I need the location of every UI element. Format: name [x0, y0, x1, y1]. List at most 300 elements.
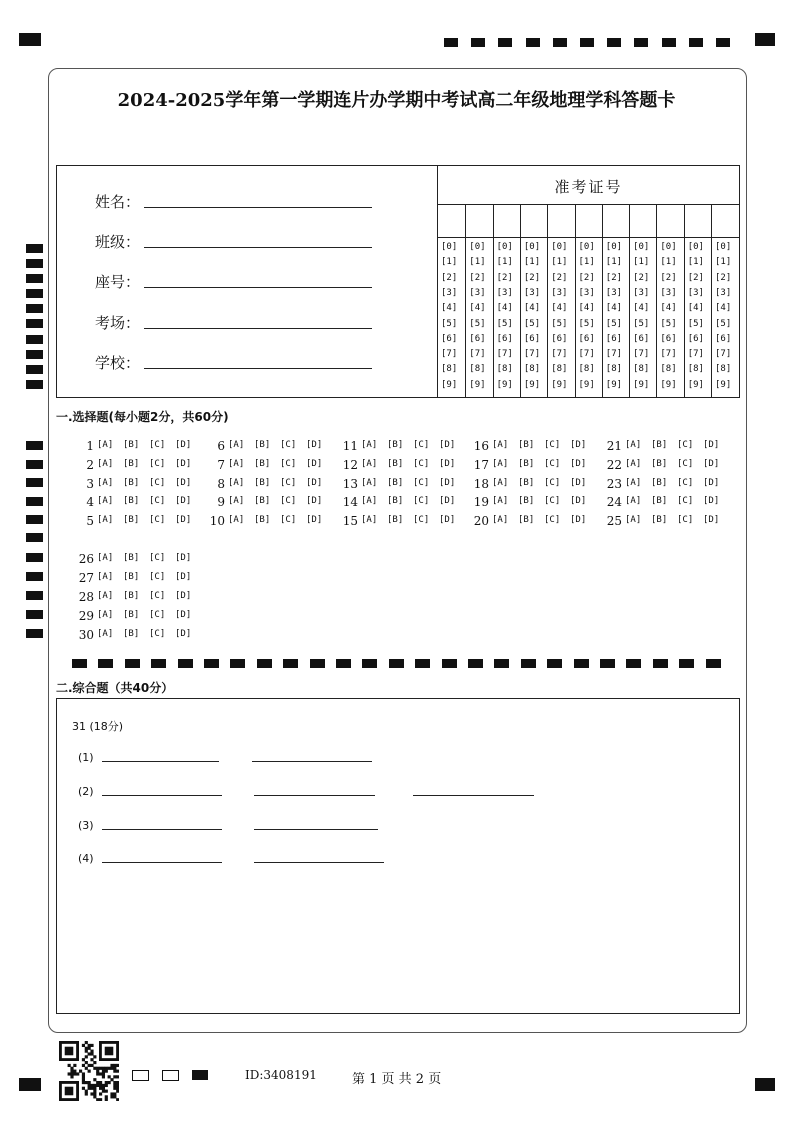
answer-bubble[interactable]: [D] [306, 478, 323, 488]
answer-bubble[interactable]: [C] [413, 515, 430, 525]
question-row[interactable] [209, 514, 338, 530]
answer-bubble[interactable]: [A] [625, 459, 642, 469]
answer-bubble[interactable]: [A] [228, 459, 245, 469]
exam-id-bubble[interactable]: [8] [551, 364, 568, 375]
answer-line-2c[interactable] [413, 795, 534, 796]
exam-id-bubble[interactable]: [0] [605, 242, 623, 252]
answer-line-2b[interactable] [254, 795, 375, 796]
exam-id-bubble[interactable]: [2] [578, 272, 595, 283]
answer-bubble[interactable]: [C] [149, 515, 166, 525]
answer-bubble[interactable]: [B] [387, 459, 404, 469]
exam-id-bubble[interactable]: [7] [469, 349, 486, 360]
exam-id-bubble[interactable]: [1] [660, 257, 677, 268]
answer-bubble[interactable]: [D] [703, 478, 720, 488]
question-row[interactable] [217, 439, 338, 455]
answer-bubble[interactable]: [B] [518, 496, 535, 506]
question-row[interactable] [342, 458, 471, 474]
question-row[interactable] [78, 609, 207, 625]
exam-id-bubble[interactable]: [6] [633, 333, 650, 344]
exam-id-bubble[interactable]: [9] [523, 379, 541, 390]
answer-bubble[interactable]: [D] [570, 496, 587, 506]
class-field[interactable] [95, 231, 140, 255]
exam-id-bubble[interactable]: [9] [469, 379, 486, 390]
exam-id-bubble[interactable]: [2] [605, 272, 623, 283]
exam-id-write-box[interactable] [438, 204, 465, 238]
question-row[interactable] [78, 571, 207, 587]
exam-id-bubble[interactable]: [0] [469, 242, 486, 252]
exam-id-column[interactable] [547, 204, 575, 397]
exam-id-bubble[interactable]: [9] [578, 379, 595, 390]
answer-bubble[interactable]: [A] [97, 610, 114, 620]
answer-bubble[interactable]: [A] [361, 496, 378, 506]
exam-id-bubble[interactable]: [1] [496, 257, 513, 268]
answer-bubble[interactable]: [C] [544, 515, 561, 525]
exam-id-write-box[interactable] [712, 204, 739, 238]
exam-id-bubble[interactable]: [1] [605, 257, 623, 268]
exam-id-bubble[interactable]: [8] [605, 364, 623, 375]
answer-bubble[interactable]: [A] [97, 478, 114, 488]
answer-bubble[interactable]: [C] [677, 459, 694, 469]
exam-room-input-line[interactable] [144, 328, 372, 329]
answer-bubble[interactable]: [B] [123, 459, 140, 469]
exam-id-bubble[interactable]: [5] [660, 318, 677, 329]
answer-bubble[interactable]: [B] [254, 440, 271, 450]
exam-id-bubble[interactable]: [1] [551, 257, 568, 268]
exam-id-bubble[interactable]: [0] [633, 242, 650, 252]
exam-id-bubble[interactable]: [1] [687, 257, 704, 268]
exam-id-bubble[interactable]: [4] [441, 303, 458, 314]
answer-bubble[interactable]: [C] [544, 478, 561, 488]
answer-bubble[interactable]: [A] [492, 440, 509, 450]
answer-bubble[interactable]: [B] [387, 440, 404, 450]
exam-id-bubble[interactable]: [4] [633, 303, 650, 314]
exam-id-bubble[interactable]: [7] [605, 349, 623, 360]
exam-id-bubble[interactable]: [4] [660, 303, 677, 314]
question-row[interactable] [606, 458, 735, 474]
exam-id-bubble[interactable]: [4] [687, 303, 704, 314]
name-field[interactable] [95, 191, 140, 215]
answer-bubble[interactable]: [A] [97, 572, 114, 582]
exam-id-bubble[interactable]: [4] [715, 303, 732, 314]
question-row[interactable] [473, 495, 602, 511]
question-row[interactable] [606, 514, 735, 530]
answer-bubble[interactable]: [D] [439, 478, 456, 488]
answer-bubble[interactable]: [B] [123, 553, 140, 563]
answer-bubble[interactable]: [B] [254, 478, 271, 488]
question-row[interactable] [606, 495, 735, 511]
exam-id-bubble[interactable]: [3] [441, 287, 458, 298]
answer-bubble[interactable]: [C] [149, 496, 166, 506]
exam-id-bubble[interactable]: [8] [441, 364, 458, 375]
answer-bubble[interactable]: [D] [175, 515, 192, 525]
answer-bubble[interactable]: [D] [306, 459, 323, 469]
exam-id-bubble[interactable]: [3] [578, 287, 595, 298]
exam-id-bubble[interactable]: [5] [441, 318, 458, 329]
answer-bubble[interactable]: [D] [439, 459, 456, 469]
answer-bubble[interactable]: [C] [149, 478, 166, 488]
exam-id-bubble[interactable]: [6] [523, 333, 541, 344]
exam-id-bubble[interactable]: [3] [605, 287, 623, 298]
answer-line-4a[interactable] [102, 862, 222, 863]
exam-id-bubble[interactable]: [5] [633, 318, 650, 329]
answer-bubble[interactable]: [D] [570, 459, 587, 469]
exam-id-bubble[interactable]: [8] [687, 364, 704, 375]
exam-id-bubble[interactable]: [8] [523, 364, 541, 375]
exam-id-bubble[interactable]: [6] [578, 333, 595, 344]
exam-id-bubble[interactable]: [2] [687, 272, 704, 283]
question-row[interactable] [86, 514, 207, 530]
question-row[interactable] [217, 495, 338, 511]
exam-room-field[interactable] [95, 312, 140, 336]
exam-id-bubble[interactable]: [1] [633, 257, 650, 268]
answer-bubble[interactable]: [D] [439, 440, 456, 450]
school-field[interactable] [95, 352, 140, 376]
school-input-line[interactable] [144, 368, 372, 369]
exam-id-bubble[interactable]: [6] [496, 333, 513, 344]
question-row[interactable] [342, 514, 471, 530]
answer-line-3a[interactable] [102, 829, 222, 830]
question-row[interactable] [78, 552, 207, 568]
exam-id-bubble[interactable]: [9] [441, 379, 458, 390]
question-row[interactable] [473, 458, 602, 474]
exam-id-bubble[interactable]: [1] [441, 257, 458, 268]
exam-id-column[interactable] [465, 204, 493, 397]
answer-bubble[interactable]: [D] [306, 496, 323, 506]
exam-id-bubble[interactable]: [2] [523, 272, 541, 283]
question-row[interactable] [78, 628, 207, 644]
answer-line-3b[interactable] [254, 829, 378, 830]
question-row[interactable] [217, 458, 338, 474]
answer-bubble[interactable]: [A] [97, 553, 114, 563]
answer-bubble[interactable]: [A] [228, 496, 245, 506]
exam-id-bubble[interactable]: [3] [633, 287, 650, 298]
answer-line-1b[interactable] [252, 761, 372, 762]
exam-id-bubble[interactable]: [6] [687, 333, 704, 344]
exam-id-bubble[interactable]: [6] [441, 333, 458, 344]
answer-bubble[interactable]: [A] [361, 440, 378, 450]
answer-bubble[interactable]: [B] [518, 459, 535, 469]
class-input-line[interactable] [144, 247, 372, 248]
exam-id-bubble[interactable]: [8] [633, 364, 650, 375]
answer-bubble[interactable]: [B] [123, 629, 140, 639]
exam-id-column[interactable] [493, 204, 521, 397]
exam-id-bubble[interactable]: [3] [551, 287, 568, 298]
answer-bubble[interactable]: [B] [387, 478, 404, 488]
exam-id-bubble[interactable]: [2] [660, 272, 677, 283]
question-row[interactable] [606, 439, 735, 455]
exam-id-write-box[interactable] [657, 204, 684, 238]
exam-id-bubble[interactable]: [5] [469, 318, 486, 329]
answer-bubble[interactable]: [B] [123, 610, 140, 620]
exam-id-bubble[interactable]: [0] [578, 242, 595, 252]
answer-bubble[interactable]: [C] [280, 459, 297, 469]
exam-id-bubble[interactable]: [3] [660, 287, 677, 298]
exam-id-write-box[interactable] [466, 204, 493, 238]
exam-id-column[interactable] [629, 204, 657, 397]
answer-bubble[interactable]: [C] [413, 478, 430, 488]
exam-id-bubble[interactable]: [8] [715, 364, 732, 375]
exam-id-bubble[interactable]: [9] [605, 379, 623, 390]
answer-bubble[interactable]: [A] [492, 478, 509, 488]
exam-id-write-box[interactable] [603, 204, 630, 238]
answer-bubble[interactable]: [A] [97, 459, 114, 469]
answer-bubble[interactable]: [D] [175, 553, 192, 563]
answer-line-2a[interactable] [102, 795, 222, 796]
answer-bubble[interactable]: [D] [570, 478, 587, 488]
exam-id-bubble[interactable]: [2] [551, 272, 568, 283]
answer-bubble[interactable]: [D] [175, 572, 192, 582]
answer-bubble[interactable]: [A] [625, 440, 642, 450]
exam-id-bubble[interactable]: [5] [715, 318, 732, 329]
answer-bubble[interactable]: [D] [570, 440, 587, 450]
question-row[interactable] [86, 439, 207, 455]
answer-bubble[interactable]: [B] [518, 478, 535, 488]
answer-bubble[interactable]: [A] [228, 478, 245, 488]
answer-bubble[interactable]: [D] [703, 459, 720, 469]
answer-bubble[interactable]: [D] [439, 515, 456, 525]
exam-id-column[interactable] [575, 204, 603, 397]
question-row[interactable] [606, 477, 735, 493]
exam-id-bubble[interactable]: [9] [551, 379, 568, 390]
exam-id-bubble[interactable]: [9] [687, 379, 704, 390]
answer-bubble[interactable]: [A] [97, 591, 114, 601]
answer-bubble[interactable]: [D] [306, 515, 323, 525]
answer-bubble[interactable]: [B] [254, 459, 271, 469]
question-row[interactable] [342, 495, 471, 511]
exam-id-column[interactable] [520, 204, 548, 397]
exam-id-bubble[interactable]: [4] [469, 303, 486, 314]
exam-id-bubble[interactable]: [1] [469, 257, 486, 268]
exam-id-bubble[interactable]: [0] [551, 242, 568, 252]
exam-id-bubble[interactable]: [8] [660, 364, 677, 375]
answer-bubble[interactable]: [A] [361, 459, 378, 469]
exam-id-bubble[interactable]: [6] [605, 333, 623, 344]
exam-id-bubble[interactable]: [3] [469, 287, 486, 298]
seat-input-line[interactable] [144, 287, 372, 288]
answer-bubble[interactable]: [A] [625, 478, 642, 488]
exam-id-bubble[interactable]: [7] [715, 349, 732, 360]
answer-bubble[interactable]: [B] [651, 459, 668, 469]
exam-id-bubble[interactable]: [3] [496, 287, 513, 298]
answer-bubble[interactable]: [C] [149, 459, 166, 469]
exam-id-bubble[interactable]: [0] [687, 242, 704, 252]
answer-line-4b[interactable] [254, 862, 384, 863]
exam-id-bubble[interactable]: [7] [551, 349, 568, 360]
exam-id-write-box[interactable] [548, 204, 575, 238]
answer-bubble[interactable]: [D] [175, 629, 192, 639]
exam-id-write-box[interactable] [494, 204, 521, 238]
name-input-line[interactable] [144, 207, 372, 208]
exam-id-bubble[interactable]: [8] [496, 364, 513, 375]
question-row[interactable] [473, 477, 602, 493]
exam-id-bubble[interactable]: [6] [715, 333, 732, 344]
question-row[interactable] [86, 458, 207, 474]
answer-bubble[interactable]: [A] [97, 440, 114, 450]
answer-bubble[interactable]: [C] [280, 496, 297, 506]
exam-id-bubble[interactable]: [1] [578, 257, 595, 268]
exam-id-bubble[interactable]: [7] [687, 349, 704, 360]
answer-bubble[interactable]: [D] [175, 591, 192, 601]
answer-bubble[interactable]: [B] [518, 515, 535, 525]
exam-id-bubble[interactable]: [0] [715, 242, 732, 252]
answer-bubble[interactable]: [B] [254, 515, 271, 525]
answer-bubble[interactable]: [D] [175, 440, 192, 450]
answer-bubble[interactable]: [A] [361, 478, 378, 488]
exam-id-column[interactable] [656, 204, 684, 397]
exam-id-column[interactable] [602, 204, 630, 397]
answer-bubble[interactable]: [A] [97, 496, 114, 506]
answer-bubble[interactable]: [B] [254, 496, 271, 506]
answer-bubble[interactable]: [C] [149, 591, 166, 601]
exam-id-bubble[interactable]: [2] [441, 272, 458, 283]
answer-bubble[interactable]: [B] [123, 478, 140, 488]
answer-bubble[interactable]: [C] [677, 478, 694, 488]
answer-line-1a[interactable] [102, 761, 219, 762]
exam-id-column[interactable] [711, 204, 739, 397]
answer-bubble[interactable]: [B] [651, 440, 668, 450]
exam-id-bubble[interactable]: [4] [523, 303, 541, 314]
answer-bubble[interactable]: [C] [544, 459, 561, 469]
exam-id-bubble[interactable]: [5] [605, 318, 623, 329]
answer-bubble[interactable]: [B] [123, 515, 140, 525]
exam-id-bubble[interactable]: [9] [715, 379, 732, 390]
answer-bubble[interactable]: [C] [280, 478, 297, 488]
answer-bubble[interactable]: [B] [651, 515, 668, 525]
exam-id-bubble[interactable]: [2] [715, 272, 732, 283]
answer-bubble[interactable]: [A] [492, 515, 509, 525]
exam-id-bubble[interactable]: [4] [496, 303, 513, 314]
answer-bubble[interactable]: [C] [149, 440, 166, 450]
exam-id-bubble[interactable]: [8] [469, 364, 486, 375]
exam-id-bubble[interactable]: [5] [578, 318, 595, 329]
exam-id-bubble[interactable]: [2] [469, 272, 486, 283]
exam-id-write-box[interactable] [521, 204, 548, 238]
answer-bubble[interactable]: [B] [387, 496, 404, 506]
question-row[interactable] [342, 439, 471, 455]
exam-id-bubble[interactable]: [4] [605, 303, 623, 314]
answer-bubble[interactable]: [A] [492, 496, 509, 506]
exam-id-bubble[interactable]: [6] [660, 333, 677, 344]
answer-bubble[interactable]: [B] [651, 478, 668, 488]
answer-bubble[interactable]: [A] [625, 515, 642, 525]
answer-bubble[interactable]: [B] [387, 515, 404, 525]
answer-bubble[interactable]: [D] [175, 496, 192, 506]
answer-bubble[interactable]: [C] [280, 440, 297, 450]
exam-id-bubble[interactable]: [3] [715, 287, 732, 298]
exam-id-bubble[interactable]: [5] [551, 318, 568, 329]
answer-bubble[interactable]: [A] [361, 515, 378, 525]
exam-id-write-box[interactable] [576, 204, 603, 238]
exam-id-bubble[interactable]: [4] [578, 303, 595, 314]
exam-id-bubble[interactable]: [2] [496, 272, 513, 283]
exam-id-column[interactable] [684, 204, 712, 397]
answer-bubble[interactable]: [C] [149, 553, 166, 563]
exam-id-bubble[interactable]: [3] [687, 287, 704, 298]
answer-bubble[interactable]: [C] [413, 496, 430, 506]
exam-id-bubble[interactable]: [5] [687, 318, 704, 329]
exam-id-column[interactable] [438, 204, 465, 397]
question-row[interactable] [217, 477, 338, 493]
exam-id-bubble[interactable]: [6] [551, 333, 568, 344]
exam-id-bubble[interactable]: [1] [523, 257, 541, 268]
answer-bubble[interactable]: [C] [544, 440, 561, 450]
answer-bubble[interactable]: [A] [97, 515, 114, 525]
question-row[interactable] [86, 477, 207, 493]
question-row[interactable] [342, 477, 471, 493]
answer-bubble[interactable]: [C] [149, 572, 166, 582]
exam-id-bubble[interactable]: [7] [496, 349, 513, 360]
answer-bubble[interactable]: [C] [677, 515, 694, 525]
answer-bubble[interactable]: [C] [280, 515, 297, 525]
answer-bubble[interactable]: [C] [149, 629, 166, 639]
question-row[interactable] [473, 514, 602, 530]
exam-id-bubble[interactable]: [9] [660, 379, 677, 390]
answer-bubble[interactable]: [A] [492, 459, 509, 469]
answer-bubble[interactable]: [A] [228, 515, 245, 525]
answer-bubble[interactable]: [D] [175, 610, 192, 620]
answer-bubble[interactable]: [D] [306, 440, 323, 450]
exam-id-bubble[interactable]: [5] [496, 318, 513, 329]
exam-id-bubble[interactable]: [7] [523, 349, 541, 360]
exam-id-bubble[interactable]: [8] [578, 364, 595, 375]
answer-bubble[interactable]: [A] [625, 496, 642, 506]
question-row[interactable] [86, 495, 207, 511]
answer-bubble[interactable]: [C] [677, 440, 694, 450]
exam-id-bubble[interactable]: [7] [660, 349, 677, 360]
exam-id-bubble[interactable]: [6] [469, 333, 486, 344]
answer-bubble[interactable]: [C] [149, 610, 166, 620]
exam-id-bubble[interactable]: [9] [496, 379, 513, 390]
exam-id-bubble[interactable]: [0] [523, 242, 541, 252]
answer-bubble[interactable]: [B] [123, 572, 140, 582]
seat-field[interactable] [95, 271, 140, 295]
answer-bubble[interactable]: [C] [413, 459, 430, 469]
answer-bubble[interactable]: [B] [651, 496, 668, 506]
exam-id-bubble[interactable]: [9] [633, 379, 650, 390]
exam-id-bubble[interactable]: [5] [523, 318, 541, 329]
answer-bubble[interactable]: [C] [544, 496, 561, 506]
answer-bubble[interactable]: [A] [97, 629, 114, 639]
exam-id-bubble[interactable]: [7] [441, 349, 458, 360]
answer-bubble[interactable]: [C] [413, 440, 430, 450]
answer-bubble[interactable]: [D] [439, 496, 456, 506]
exam-id-bubble[interactable]: [0] [496, 242, 513, 252]
answer-bubble[interactable]: [A] [228, 440, 245, 450]
answer-bubble[interactable]: [B] [518, 440, 535, 450]
exam-id-bubble[interactable]: [7] [633, 349, 650, 360]
question-row[interactable] [473, 439, 602, 455]
answer-bubble[interactable]: [D] [703, 440, 720, 450]
exam-id-bubble[interactable]: [7] [578, 349, 595, 360]
exam-id-bubble[interactable]: [1] [715, 257, 732, 268]
answer-bubble[interactable]: [B] [123, 591, 140, 601]
exam-id-bubble[interactable]: [0] [660, 242, 677, 252]
question-row[interactable] [78, 590, 207, 606]
exam-id-write-box[interactable] [685, 204, 712, 238]
answer-bubble[interactable]: [D] [570, 515, 587, 525]
exam-id-bubble[interactable]: [4] [551, 303, 568, 314]
exam-id-bubble[interactable]: [0] [441, 242, 458, 252]
exam-id-bubble[interactable]: [2] [633, 272, 650, 283]
answer-bubble[interactable]: [D] [703, 515, 720, 525]
exam-id-write-box[interactable] [630, 204, 657, 238]
answer-bubble[interactable]: [C] [677, 496, 694, 506]
answer-bubble[interactable]: [B] [123, 496, 140, 506]
answer-bubble[interactable]: [D] [175, 478, 192, 488]
exam-id-bubble[interactable]: [3] [523, 287, 541, 298]
answer-bubble[interactable]: [B] [123, 440, 140, 450]
comprehensive-answer-box[interactable] [56, 698, 740, 1014]
